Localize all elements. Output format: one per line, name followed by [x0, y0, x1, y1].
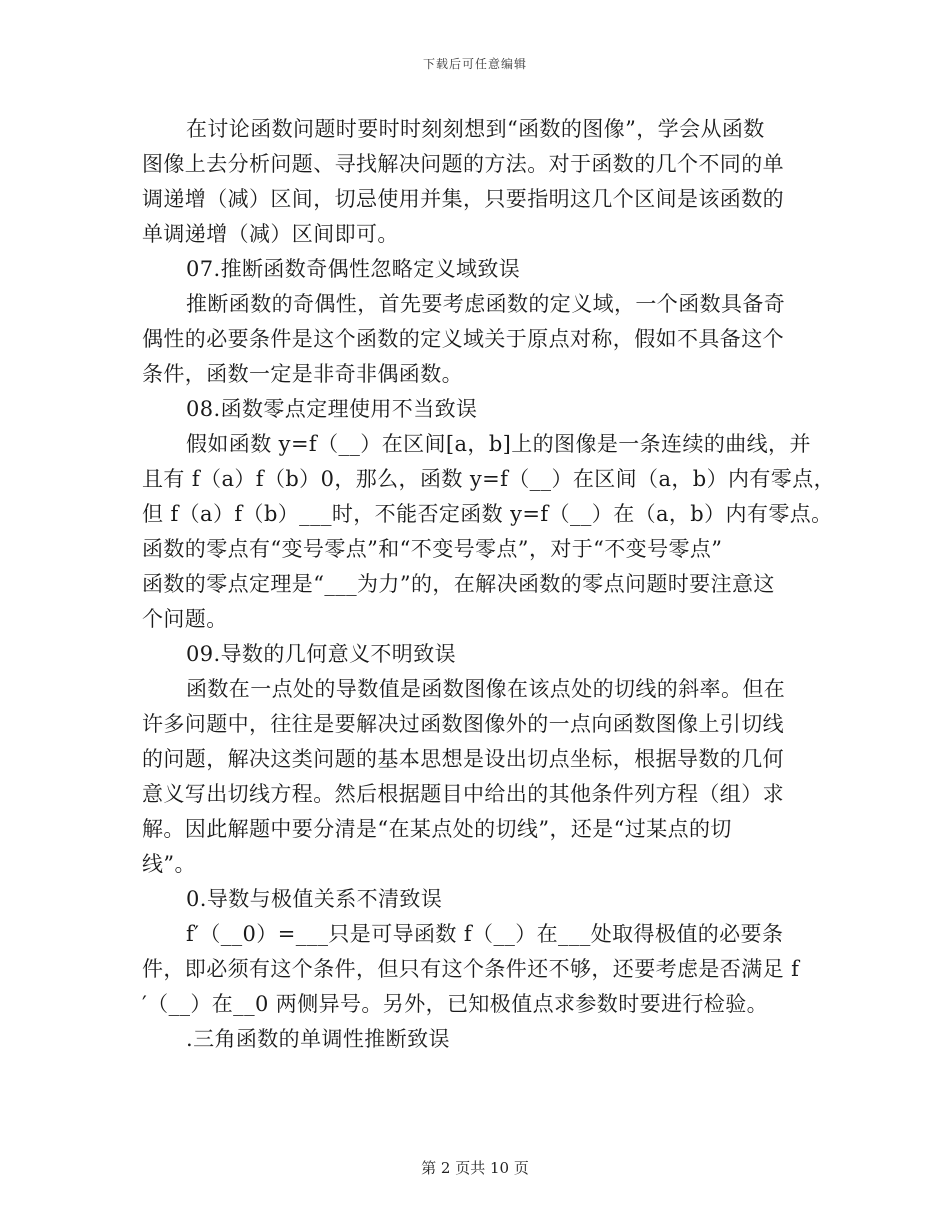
- text-line: 函数的零点有“变号零点”和“不变号零点”，对于“不变号零点”: [142, 537, 723, 561]
- text-line: 函数的零点定理是“___为力”的，在解决函数的零点问题时要注意这: [142, 572, 775, 596]
- text-line: 许多问题中，往往是要解决过函数图像外的一点向函数图像上引切线: [142, 712, 784, 736]
- document-body: [142, 112, 836, 1057]
- text-line: f′（__0）=___只是可导函数 f（__）在___处取得极值的必要条: [186, 922, 784, 946]
- section-heading-trig: .三角函数的单调性推断致误: [186, 1027, 450, 1051]
- text-line: 假如函数 y=f（__）在区间[a，b]上的图像是一条连续的曲线，并: [186, 432, 811, 456]
- text-line: 条件，函数一定是非奇非偶函数。: [142, 362, 463, 386]
- text-line: 个问题。: [142, 607, 228, 631]
- text-line: 图像上去分析问题、寻找解决问题的方法。对于函数的几个不同的单: [142, 152, 784, 176]
- text-line: 但 f（a）f（b）___时，不能否定函数 y=f（__）在（a，b）内有零点。: [142, 502, 833, 526]
- text-line: 件，即必须有这个条件，但只有这个条件还不够，还要考虑是否满足 f: [142, 957, 800, 981]
- text-line: 解。因此解题中要分清是“在某点处的切线”，还是“过某点的切: [142, 817, 732, 841]
- text-line: 在讨论函数问题时要时时刻刻想到“函数的图像”，学会从函数: [186, 117, 765, 141]
- page-footer: 第 2 页共 10 页: [421, 1159, 529, 1177]
- section-heading-07: 07.推断函数奇偶性忽略定义域致误: [186, 257, 521, 281]
- text-line: 调递增（减）区间，切忌使用并集，只要指明这几个区间是该函数的: [142, 187, 784, 211]
- text-line: 且有 f（a）f（b）0，那么，函数 y=f（__）在区间（a，b）内有零点，: [142, 467, 836, 491]
- text-line: 推断函数的奇偶性，首先要考虑函数的定义域，一个函数具备奇: [186, 292, 786, 316]
- page-header: 下载后可任意编辑: [422, 57, 527, 71]
- text-line: 单调递增（减）区间即可。: [142, 222, 399, 246]
- text-line: 的问题，解决这类问题的基本思想是设出切点坐标，根据导数的几何: [142, 747, 784, 771]
- text-line: 偶性的必要条件是这个函数的定义域关于原点对称，假如不具备这个: [142, 327, 784, 351]
- text-line: 函数在一点处的导数值是函数图像在该点处的切线的斜率。但在: [186, 677, 786, 701]
- text-line: 线”。: [142, 852, 196, 876]
- text-line: 意义写出切线方程。然后根据题目中给出的其他条件列方程（组）求: [142, 782, 784, 806]
- text-line: ′（__）在__0 两侧异号。另外，已知极值点求参数时要进行检验。: [142, 992, 769, 1016]
- section-heading-0: 0.导数与极值关系不清致误: [186, 887, 443, 911]
- section-heading-09: 09.导数的几何意义不明致误: [186, 642, 456, 666]
- section-heading-08: 08.函数零点定理使用不当致误: [186, 397, 478, 421]
